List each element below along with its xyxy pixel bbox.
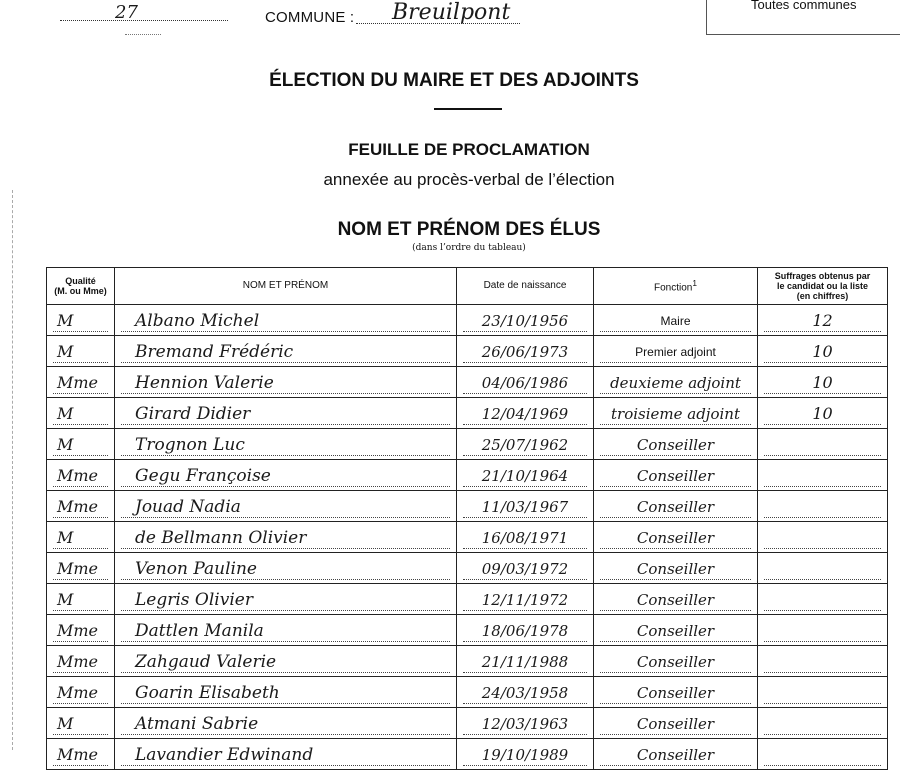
table-row	[47, 522, 888, 553]
col-header-fonction	[594, 268, 758, 305]
nom-value: Trognon Luc	[121, 433, 450, 456]
cell-suffrages	[758, 739, 888, 770]
cell-suffrages	[758, 429, 888, 460]
nom-value: Bremand Frédéric	[121, 340, 450, 363]
cell-date	[457, 708, 594, 739]
suffrages-value: 10	[764, 340, 881, 363]
nom-value: Legris Olivier	[121, 588, 450, 611]
title-rule	[434, 108, 502, 110]
qualite-value: Mme	[53, 464, 108, 487]
cell-qualite	[47, 708, 115, 739]
fonction-value: Conseiller	[600, 681, 751, 704]
cell-fonction	[594, 677, 758, 708]
qualite-value: M	[53, 433, 108, 456]
cell-nom	[115, 398, 457, 429]
col-header-qualite: Qualité (M. ou Mme)	[47, 268, 115, 305]
cell-suffrages	[758, 677, 888, 708]
cell-suffrages	[758, 708, 888, 739]
cell-fonction	[594, 460, 758, 491]
cell-qualite	[47, 739, 115, 770]
cell-qualite	[47, 398, 115, 429]
cell-fonction	[594, 615, 758, 646]
cell-nom	[115, 615, 457, 646]
cell-suffrages	[758, 336, 888, 367]
qualite-value: Mme	[53, 619, 108, 642]
table-row	[47, 367, 888, 398]
nom-value: Goarin Elisabeth	[121, 681, 450, 704]
cell-nom	[115, 367, 457, 398]
fonction-value: deuxieme adjoint	[600, 371, 751, 394]
suffrages-value	[764, 681, 881, 704]
nom-value: Albano Michel	[121, 309, 450, 332]
cell-date	[457, 398, 594, 429]
col-header-date: Date de naissance	[457, 268, 594, 305]
qualite-value: M	[53, 712, 108, 735]
cell-suffrages	[758, 460, 888, 491]
date-value: 25/07/1962	[463, 433, 587, 456]
table-row	[47, 677, 888, 708]
cell-nom	[115, 646, 457, 677]
department-number-line	[60, 20, 228, 21]
fonction-value: troisieme adjoint	[600, 402, 751, 425]
commune-label: COMMUNE :	[265, 9, 355, 26]
cell-date	[457, 646, 594, 677]
fonction-value: Maire	[600, 309, 751, 332]
col-header-nom: NOM ET PRÉNOM	[115, 268, 457, 305]
suffrages-value	[764, 433, 881, 456]
fonction-value: Conseiller	[600, 743, 751, 766]
cell-suffrages	[758, 646, 888, 677]
cell-qualite	[47, 367, 115, 398]
table-row	[47, 336, 888, 367]
col-header-suffrages: Suffrages obtenus par le candidat ou la liste (en chiffres)	[758, 268, 888, 305]
cell-date	[457, 584, 594, 615]
table-row	[47, 305, 888, 336]
cell-date	[457, 460, 594, 491]
nom-value: Dattlen Manila	[121, 619, 450, 642]
table-row	[47, 491, 888, 522]
cell-nom	[115, 305, 457, 336]
cell-date	[457, 553, 594, 584]
cell-qualite	[47, 584, 115, 615]
cell-date	[457, 336, 594, 367]
cell-suffrages	[758, 615, 888, 646]
nom-value: Venon Pauline	[121, 557, 450, 580]
cell-date	[457, 522, 594, 553]
qualite-value: M	[53, 588, 108, 611]
nom-value: Zahgaud Valerie	[121, 650, 450, 673]
cell-suffrages	[758, 305, 888, 336]
suffrages-value	[764, 650, 881, 673]
cell-nom	[115, 460, 457, 491]
cell-date	[457, 491, 594, 522]
date-value: 11/03/1967	[463, 495, 587, 518]
suffrages-value	[764, 464, 881, 487]
suffrages-value	[764, 495, 881, 518]
cell-qualite	[47, 553, 115, 584]
cell-date	[457, 739, 594, 770]
cell-qualite	[47, 646, 115, 677]
cell-suffrages	[758, 398, 888, 429]
cell-suffrages	[758, 553, 888, 584]
cell-qualite	[47, 305, 115, 336]
fonction-value: Conseiller	[600, 712, 751, 735]
date-value: 23/10/1956	[463, 309, 587, 332]
table-row	[47, 584, 888, 615]
qualite-value: M	[53, 402, 108, 425]
cell-fonction	[594, 584, 758, 615]
qualite-value: Mme	[53, 495, 108, 518]
table-row	[47, 398, 888, 429]
date-value: 04/06/1986	[463, 371, 587, 394]
suffrages-value	[764, 619, 881, 642]
table-row	[47, 646, 888, 677]
elected-table	[46, 267, 888, 770]
corner-box-text: Toutes communes	[751, 0, 857, 12]
suffrages-value: 12	[764, 309, 881, 332]
cell-date	[457, 677, 594, 708]
fonction-value: Conseiller	[600, 588, 751, 611]
cell-qualite	[47, 677, 115, 708]
date-value: 24/03/1958	[463, 681, 587, 704]
cell-nom	[115, 584, 457, 615]
col-header-fonction-label: Fonction	[654, 282, 693, 294]
cell-nom	[115, 708, 457, 739]
cell-nom	[115, 522, 457, 553]
cell-fonction	[594, 491, 758, 522]
fonction-value: Conseiller	[600, 650, 751, 673]
page-title: ÉLECTION DU MAIRE ET DES ADJOINTS	[269, 70, 639, 91]
cell-fonction	[594, 553, 758, 584]
cell-fonction	[594, 522, 758, 553]
cell-fonction	[594, 646, 758, 677]
nom-value: Atmani Sabrie	[121, 712, 450, 735]
suffrages-value	[764, 588, 881, 611]
names-title: NOM ET PRÉNOM DES ÉLUS	[337, 219, 601, 240]
cell-suffrages	[758, 584, 888, 615]
cell-nom	[115, 491, 457, 522]
cell-nom	[115, 553, 457, 584]
cell-fonction	[594, 739, 758, 770]
cell-fonction	[594, 398, 758, 429]
suffrages-value: 10	[764, 402, 881, 425]
date-value: 12/11/1972	[463, 588, 587, 611]
fonction-value: Conseiller	[600, 464, 751, 487]
nom-value: Girard Didier	[121, 402, 450, 425]
cell-suffrages	[758, 522, 888, 553]
cell-suffrages	[758, 367, 888, 398]
col-header-fonction-footnote: 1	[692, 278, 697, 289]
names-note: (dans l’ordre du tableau)	[412, 243, 526, 253]
date-value: 19/10/1989	[463, 743, 587, 766]
cell-date	[457, 367, 594, 398]
qualite-value: M	[53, 526, 108, 549]
nom-value: Gegu Françoise	[121, 464, 450, 487]
cell-date	[457, 429, 594, 460]
cell-fonction	[594, 367, 758, 398]
fonction-value: Conseiller	[600, 619, 751, 642]
suffrages-value	[764, 557, 881, 580]
date-value: 21/10/1964	[463, 464, 587, 487]
fonction-value: Premier adjoint	[600, 340, 751, 363]
cell-nom	[115, 677, 457, 708]
qualite-value: Mme	[53, 743, 108, 766]
qualite-value: Mme	[53, 371, 108, 394]
cell-nom	[115, 429, 457, 460]
cell-fonction	[594, 336, 758, 367]
suffrages-value: 10	[764, 371, 881, 394]
fonction-value: Conseiller	[600, 526, 751, 549]
nom-value: de Bellmann Olivier	[121, 526, 450, 549]
sheet-subtitle: annexée au procès-verbal de l’élection	[323, 170, 615, 189]
table-row	[47, 615, 888, 646]
date-value: 16/08/1971	[463, 526, 587, 549]
nom-value: Hennion Valerie	[121, 371, 450, 394]
cell-fonction	[594, 708, 758, 739]
commune-value: Breuilpont	[392, 0, 511, 25]
table-row	[47, 708, 888, 739]
date-value: 21/11/1988	[463, 650, 587, 673]
fonction-value: Conseiller	[600, 495, 751, 518]
fonction-value: Conseiller	[600, 433, 751, 456]
date-value: 12/03/1963	[463, 712, 587, 735]
cell-qualite	[47, 336, 115, 367]
qualite-value: Mme	[53, 557, 108, 580]
sheet-title: FEUILLE DE PROCLAMATION	[348, 140, 590, 159]
cell-fonction	[594, 429, 758, 460]
table-row	[47, 429, 888, 460]
table-row	[47, 553, 888, 584]
cell-date	[457, 615, 594, 646]
cell-qualite	[47, 615, 115, 646]
table-row	[47, 460, 888, 491]
cell-fonction	[594, 305, 758, 336]
cell-date	[457, 305, 594, 336]
qualite-value: M	[53, 340, 108, 363]
fonction-value: Conseiller	[600, 557, 751, 580]
cell-qualite	[47, 429, 115, 460]
department-number: 27	[115, 2, 138, 23]
suffrages-value	[764, 743, 881, 766]
cell-nom	[115, 336, 457, 367]
qualite-value: M	[53, 309, 108, 332]
cell-qualite	[47, 522, 115, 553]
cell-qualite	[47, 491, 115, 522]
date-value: 12/04/1969	[463, 402, 587, 425]
nom-value: Lavandier Edwinand	[121, 743, 450, 766]
qualite-value: Mme	[53, 681, 108, 704]
department-number-underline	[125, 34, 161, 35]
cell-suffrages	[758, 491, 888, 522]
suffrages-value	[764, 712, 881, 735]
date-value: 18/06/1978	[463, 619, 587, 642]
scan-margin-marks	[12, 190, 19, 750]
table-header-row	[47, 268, 888, 305]
date-value: 26/06/1973	[463, 340, 587, 363]
table-row	[47, 739, 888, 770]
cell-qualite	[47, 460, 115, 491]
suffrages-value	[764, 526, 881, 549]
nom-value: Jouad Nadia	[121, 495, 450, 518]
qualite-value: Mme	[53, 650, 108, 673]
date-value: 09/03/1972	[463, 557, 587, 580]
cell-nom	[115, 739, 457, 770]
